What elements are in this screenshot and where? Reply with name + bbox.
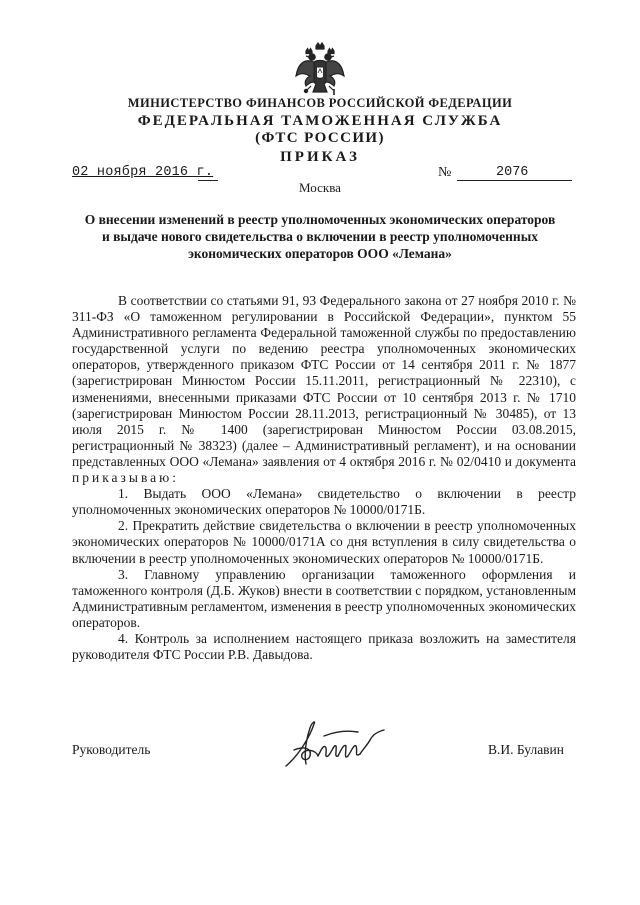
order-word: приказываю: (72, 470, 179, 486)
order-body (72, 293, 576, 663)
service-name: ФЕДЕРАЛЬНАЯ ТАМОЖЕННАЯ СЛУЖБА (137, 113, 503, 129)
title-line-2: и выдаче нового свидетельства о включении в реестр уполномоченных (101, 229, 538, 244)
title-line-3: экономических операторов ООО «Лемана» (188, 246, 452, 261)
russian-coat-of-arms-icon (294, 42, 346, 98)
signer-name: В.И. Булавин (488, 742, 565, 757)
title-line-1: О внесении изменений в реестр уполномоченных экономических операторов (84, 212, 556, 227)
signer-role: Руководитель (72, 742, 151, 757)
order-number: 2076 (496, 165, 529, 180)
item-4: 4. Контроль за исполнением настоящего приказа возложить на заместителя руководителя ФТС России Р.В. Давыдова. (72, 630, 576, 663)
order-title (60, 211, 580, 262)
number-sign: № (438, 165, 452, 180)
handwritten-signature-icon (280, 714, 392, 778)
city: Москва (299, 180, 341, 195)
item-3: 3. Главному управлению организации таможенного оформления и таможенного контроля (Д.Б. Жуков) внести в соответствии с порядком, установленным Административным регламентом, изменения в реестр уполномоченных экономических операторов. (72, 566, 576, 630)
service-short-name: (ФТС РОССИИ) (255, 130, 385, 146)
item-2: 2. Прекратить действие свидетельства о включении в реестр уполномоченных экономических операторов № 10000/0171А со дня вступления в силу свидетельства о включении в реестр уполномоченных экономических операторов № 10000/0171Б. (72, 518, 576, 566)
preamble-paragraph (72, 293, 576, 486)
order-date: 02 ноября 2016 г. (72, 165, 214, 180)
item-1: 1. Выдать ООО «Лемана» свидетельство о включении в реестр уполномоченных экономических операторов № 10000/0171Б. (72, 486, 576, 518)
document-type: ПРИКАЗ (280, 149, 360, 165)
preamble-text: В соответствии со статьями 91, 93 Федерального закона от 27 ноября 2010 г. № 311-ФЗ «О таможенном регулировании в Российской Федерации», пунктом 55 Административного регламента Федеральной таможенной службы по предоставлению государственной услуги по ведению реестра уполномоченных экономических операторов, утвержденного приказом ФТС России от 14 сентября 2011 г. № 1877 (зарегистрирован Минюстом России 15.11.2011, регистрационный № 22310), с изменениями, внесенными приказами ФТС России от 10 сентября 2013 г. № 1710 (зарегистрирован Минюстом России 28.11.2013, регистрационный № 30485), от 13 июля 2015 г. № 1400 (зарегистрирован Минюстом России 03.08.2015, регистрационный № 38323) (далее – Административный регламент), и на основании представленных ООО «Лемана» заявления от 4 октября 2016 г. № 02/0410 и документа (72, 293, 576, 469)
ministry-name: МИНИСТЕРСТВО ФИНАНСОВ РОССИЙСКОЙ ФЕДЕРАЦИИ (127, 96, 513, 110)
